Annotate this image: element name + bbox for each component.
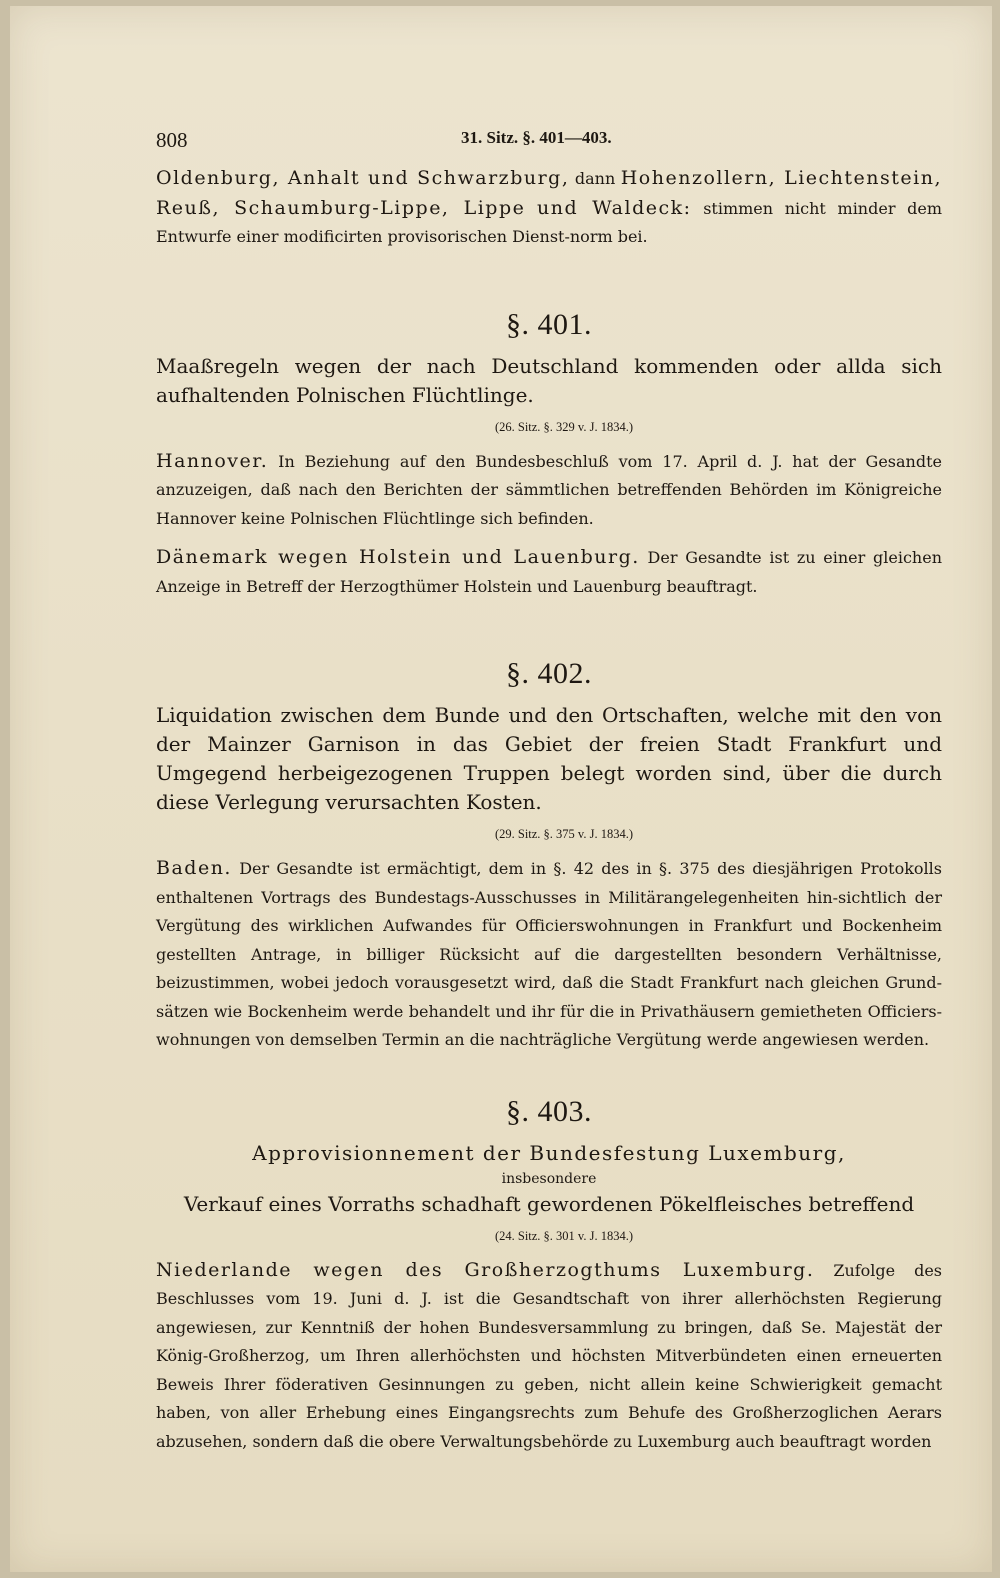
section-403-sign: §. 403. [506, 1094, 592, 1128]
section-401-text-1: In Beziehung auf den Bundesbeschluß vom 17. April d. J. hat der Gesandte anzuzeigen, daß nach den Berichten der sämmtlichen betreffenden Behörden im Königreiche Hannover keine Polnischen Flüchtlinge sich befinden. [156, 451, 942, 528]
section-401-paragraph-2 [156, 543, 942, 601]
section-401-text-2: Der Gesandte ist zu einer gleichen Anzeige in Betreff der Herzogthümer Holstein und Lauenburg beauftragt. [156, 548, 942, 596]
section-403-reference: (24. Sitz. §. 301 v. J. 1834.) [494, 1228, 634, 1243]
section-403-state-1: Niederlande wegen des Großherzogthums Luxemburg. [156, 1258, 815, 1281]
section-401-state-2: Dänemark wegen Holstein und Lauenburg. [156, 546, 640, 568]
section-402-text-1: Der Gesandte ist ermächtigt, dem in §. 42 des in §. 375 des diesjährigen Protokolls enthaltenen Vortrags des Bundestags-Ausschusses in Militärangelegenheiten hin-sichtlich der Vergütung des wirklichen Aufwandes für Officierswohnungen in Frankfurt und Bockenheim gestellten Antrage, in billiger Rücksicht auf die dargestellten besondern Verhältnisse, beizustimmen, wobei jedoch vorausgesetzt wird, daß die Stadt Frankfurt nach gleichen Grund-sätzen wie Bockenheim werde behandelt und ihr für die in Privathäusern gemietheten Officiers-wohnungen von demselben Termin an die nachträgliche Vergütung werde angewiesen werden. [156, 859, 942, 1049]
intro-states-line1: Oldenburg, Anhalt und Schwarzburg, [156, 167, 570, 189]
intro-paragraph [156, 164, 942, 252]
running-header [156, 122, 942, 158]
section-401-title: Maaßregeln wegen der nach Deutschland kommenden oder allda sich aufhaltenden Polnischen Flüchtlinge. [156, 353, 942, 407]
intro-line3-rest: stimmen nicht minder dem Entwurfe einer modificirten provisorischen Dienst-norm bei. [156, 198, 943, 246]
page-number: 808 [156, 128, 188, 152]
section-403-title-line-1: Approvisionnement der Bundesfestung Luxemburg, [252, 1140, 846, 1165]
section-401-sign: §. 401. [506, 307, 592, 341]
section-403-text-1: Zufolge des Beschlusses vom 19. Juni d. J. ist die Gesandtschaft von ihrer allerhöchsten Regierung angewiesen, zur Kenntniß der hohen Bundesversammlung zu bringen, daß Se. Majestät der König-Großherzog, um Ihren allerhöchsten und höchsten Mitverbündeten einen erneuerten Beweis Ihrer föderativen Gesinnungen zu geben, nicht allein keine Schwierigkeit gemacht haben, von aller Erhebung eines Eingangsrechts zum Behufe des Großherzoglichen Aerars abzusehen, sondern daß die obere Verwaltungsbehörde zu Luxemburg auch beauftragt worden [156, 1260, 943, 1451]
section-402-state-1: Baden. [156, 857, 232, 879]
document-page [10, 6, 992, 1572]
section-402-reference: (29. Sitz. §. 375 v. J. 1834.) [494, 827, 634, 841]
section-402-sign: §. 402. [506, 657, 592, 690]
section-401-reference: (26. Sitz. §. 329 v. J. 1834.) [494, 419, 634, 434]
running-title: 31. Sitz. §. 401—403. [461, 128, 612, 147]
section-402-title: Liquidation zwischen dem Bunde und den Ortschaften, welche mit den von der Mainzer Garnison in das Gebiet der freien Stadt Frankfurt und Umgegend herbeigezogenen Truppen belegt worden sind, über die durch diese Verlegung verursachten Kosten. [156, 703, 942, 814]
section-403-title-line-2: insbesondere [501, 1170, 597, 1187]
intro-states-line2: Hohenzollern, Liechtenstein, Reuß, Schaumburg-Lippe, Lippe [156, 167, 942, 219]
intro-line1-rest: dann [574, 169, 616, 188]
section-401-state-1: Hannover. [156, 449, 269, 472]
section-403-title-line-3: Verkauf eines Vorraths schadhaft gewordenen Pökelfleisches betreffend [183, 1191, 915, 1216]
section-403-paragraph-1 [156, 1256, 942, 1457]
page-content [156, 122, 942, 1456]
section-401-paragraph-1 [156, 447, 942, 534]
intro-states-line3: und Waldeck: [537, 196, 692, 219]
section-402-paragraph-1 [156, 854, 942, 1055]
